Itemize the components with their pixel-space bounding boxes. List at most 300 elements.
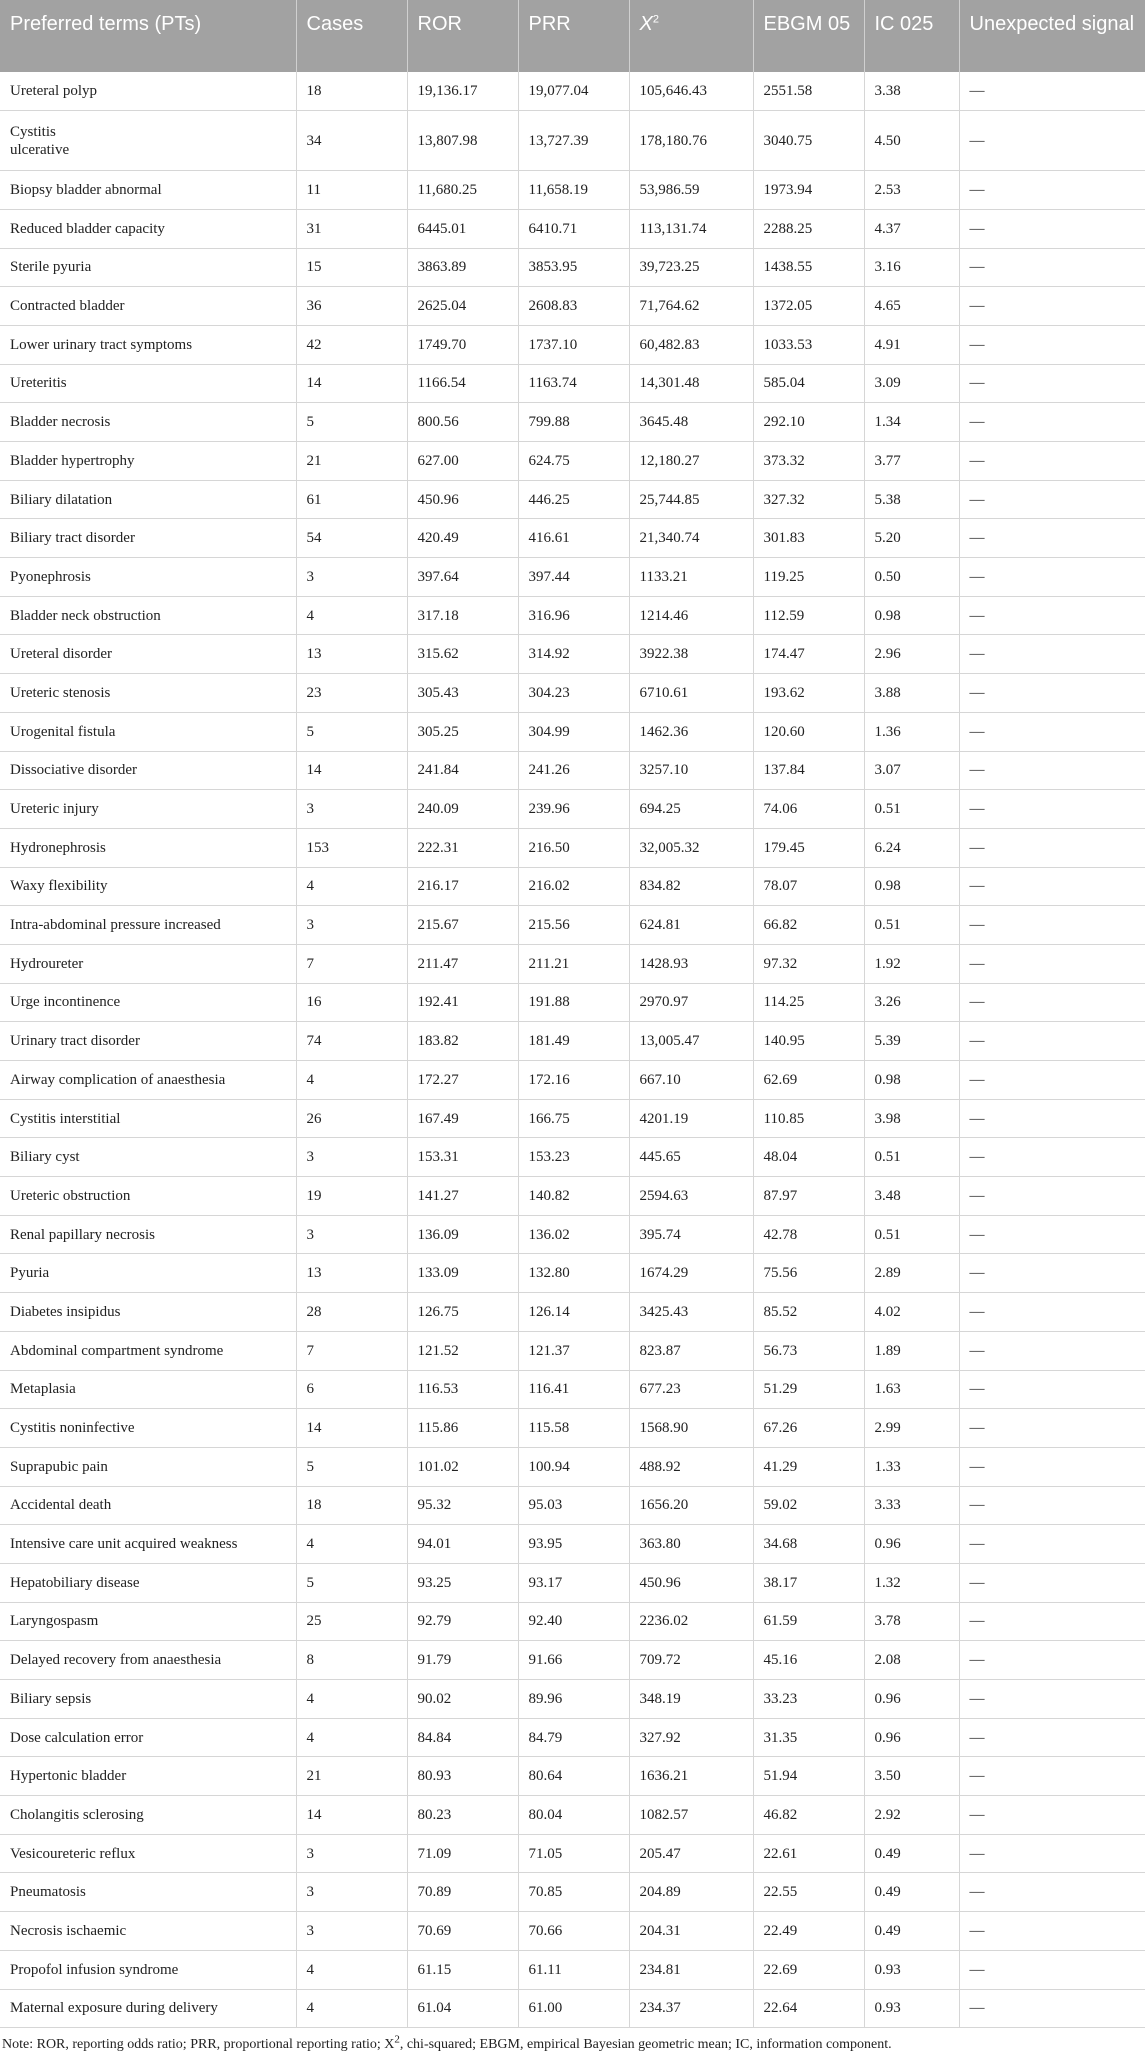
cell-cases: 21 [296, 1757, 407, 1796]
cell-ic025: 0.49 [864, 1834, 959, 1873]
cell-pt: Propofol infusion syndrome [0, 1950, 296, 1989]
cell-unexpected: — [959, 1989, 1145, 2028]
cell-cases: 14 [296, 1409, 407, 1448]
cell-pt: Cystitis ulcerative [0, 111, 296, 171]
cell-ror: 167.49 [407, 1099, 518, 1138]
table-row [0, 1022, 1145, 1061]
cell-ebgm05: 51.94 [753, 1757, 864, 1796]
cell-ror: 317.18 [407, 596, 518, 635]
table-row [0, 72, 1145, 111]
cell-cases: 18 [296, 72, 407, 111]
cell-prr: 3853.95 [518, 248, 629, 287]
cell-cases: 3 [296, 1873, 407, 1912]
cell-prr: 304.23 [518, 674, 629, 713]
cell-prr: 126.14 [518, 1293, 629, 1332]
cell-chi: 2594.63 [629, 1177, 753, 1216]
cell-ebgm05: 585.04 [753, 364, 864, 403]
cell-cases: 3 [296, 790, 407, 829]
cell-chi: 823.87 [629, 1331, 753, 1370]
cell-ebgm05: 85.52 [753, 1293, 864, 1332]
cell-ic025: 6.24 [864, 828, 959, 867]
header-chi-squared [629, 0, 753, 72]
cell-ebgm05: 140.95 [753, 1022, 864, 1061]
cell-unexpected: — [959, 1409, 1145, 1448]
cell-chi: 178,180.76 [629, 111, 753, 171]
table-row [0, 558, 1145, 597]
note-sup: 2 [394, 2033, 400, 2046]
cell-prr: 314.92 [518, 635, 629, 674]
cell-pt: Biopsy bladder abnormal [0, 171, 296, 210]
cell-ror: 241.84 [407, 751, 518, 790]
cell-prr: 316.96 [518, 596, 629, 635]
cell-ic025: 1.36 [864, 712, 959, 751]
cell-prr: 100.94 [518, 1447, 629, 1486]
cell-ebgm05: 67.26 [753, 1409, 864, 1448]
cell-chi: 204.89 [629, 1873, 753, 1912]
cell-ebgm05: 1033.53 [753, 325, 864, 364]
cell-ic025: 5.20 [864, 519, 959, 558]
cell-cases: 14 [296, 751, 407, 790]
cell-cases: 5 [296, 1563, 407, 1602]
cell-unexpected: — [959, 209, 1145, 248]
cell-ic025: 3.38 [864, 72, 959, 111]
table-row [0, 1718, 1145, 1757]
cell-prr: 191.88 [518, 983, 629, 1022]
cell-pt: Hypertonic bladder [0, 1757, 296, 1796]
cell-chi: 3645.48 [629, 403, 753, 442]
cell-cases: 18 [296, 1486, 407, 1525]
cell-pt: Ureteric obstruction [0, 1177, 296, 1216]
cell-ror: 133.09 [407, 1254, 518, 1293]
cell-unexpected: — [959, 1602, 1145, 1641]
cell-ror: 1166.54 [407, 364, 518, 403]
cell-unexpected: — [959, 287, 1145, 326]
cell-prr: 1737.10 [518, 325, 629, 364]
cell-unexpected: — [959, 1525, 1145, 1564]
cell-ic025: 3.26 [864, 983, 959, 1022]
cell-ic025: 5.38 [864, 480, 959, 519]
cell-ror: 95.32 [407, 1486, 518, 1525]
cell-chi: 327.92 [629, 1718, 753, 1757]
header-unexpected-signal: Unexpected signal [959, 0, 1145, 72]
cell-chi: 4201.19 [629, 1099, 753, 1138]
cell-unexpected: — [959, 1680, 1145, 1719]
cell-cases: 13 [296, 1254, 407, 1293]
cell-pt: Delayed recovery from anaesthesia [0, 1641, 296, 1680]
cell-unexpected: — [959, 1099, 1145, 1138]
cell-unexpected: — [959, 1912, 1145, 1951]
table-body [0, 72, 1145, 2028]
cell-prr: 70.66 [518, 1912, 629, 1951]
cell-prr: 799.88 [518, 403, 629, 442]
cell-prr: 132.80 [518, 1254, 629, 1293]
cell-chi: 1462.36 [629, 712, 753, 751]
cell-unexpected: — [959, 1022, 1145, 1061]
cell-chi: 3425.43 [629, 1293, 753, 1332]
cell-pt: Pneumatosis [0, 1873, 296, 1912]
cell-ic025: 5.39 [864, 1022, 959, 1061]
cell-cases: 7 [296, 1331, 407, 1370]
cell-ror: 192.41 [407, 983, 518, 1022]
cell-unexpected: — [959, 674, 1145, 713]
cell-ror: 627.00 [407, 442, 518, 481]
cell-pt: Biliary sepsis [0, 1680, 296, 1719]
cell-ic025: 0.50 [864, 558, 959, 597]
cell-chi: 13,005.47 [629, 1022, 753, 1061]
cell-ebgm05: 62.69 [753, 1061, 864, 1100]
cell-ebgm05: 75.56 [753, 1254, 864, 1293]
cell-ebgm05: 87.97 [753, 1177, 864, 1216]
cell-pt: Bladder necrosis [0, 403, 296, 442]
cell-prr: 624.75 [518, 442, 629, 481]
cell-pt: Lower urinary tract symptoms [0, 325, 296, 364]
cell-ror: 397.64 [407, 558, 518, 597]
cell-unexpected: — [959, 712, 1145, 751]
cell-pt: Metaplasia [0, 1370, 296, 1409]
cell-chi: 204.31 [629, 1912, 753, 1951]
cell-ic025: 3.16 [864, 248, 959, 287]
cell-cases: 74 [296, 1022, 407, 1061]
cell-chi: 1133.21 [629, 558, 753, 597]
cell-ic025: 1.89 [864, 1331, 959, 1370]
cell-unexpected: — [959, 751, 1145, 790]
cell-pt: Ureteral polyp [0, 72, 296, 111]
cell-ror: 172.27 [407, 1061, 518, 1100]
cell-ebgm05: 97.32 [753, 944, 864, 983]
cell-ror: 19,136.17 [407, 72, 518, 111]
table-row [0, 1215, 1145, 1254]
cell-ic025: 3.78 [864, 1602, 959, 1641]
cell-ebgm05: 114.25 [753, 983, 864, 1022]
cell-chi: 363.80 [629, 1525, 753, 1564]
cell-ebgm05: 301.83 [753, 519, 864, 558]
table-row [0, 1331, 1145, 1370]
cell-prr: 216.02 [518, 867, 629, 906]
cell-ror: 3863.89 [407, 248, 518, 287]
cell-ic025: 3.48 [864, 1177, 959, 1216]
cell-prr: 121.37 [518, 1331, 629, 1370]
table-row [0, 828, 1145, 867]
table-row [0, 674, 1145, 713]
cell-cases: 7 [296, 944, 407, 983]
cell-cases: 54 [296, 519, 407, 558]
cell-ebgm05: 59.02 [753, 1486, 864, 1525]
cell-ic025: 2.89 [864, 1254, 959, 1293]
cell-cases: 14 [296, 364, 407, 403]
cell-chi: 234.81 [629, 1950, 753, 1989]
cell-unexpected: — [959, 480, 1145, 519]
table-row [0, 1177, 1145, 1216]
cell-pt: Suprapubic pain [0, 1447, 296, 1486]
cell-ic025: 0.93 [864, 1950, 959, 1989]
table-row [0, 867, 1145, 906]
cell-unexpected: — [959, 1370, 1145, 1409]
cell-cases: 61 [296, 480, 407, 519]
cell-prr: 241.26 [518, 751, 629, 790]
cell-ebgm05: 56.73 [753, 1331, 864, 1370]
cell-prr: 13,727.39 [518, 111, 629, 171]
table-row [0, 1138, 1145, 1177]
cell-cases: 5 [296, 1447, 407, 1486]
cell-prr: 19,077.04 [518, 72, 629, 111]
table-row [0, 906, 1145, 945]
cell-unexpected: — [959, 1486, 1145, 1525]
cell-ic025: 0.98 [864, 596, 959, 635]
cell-ror: 61.04 [407, 1989, 518, 2028]
cell-chi: 624.81 [629, 906, 753, 945]
cell-chi: 834.82 [629, 867, 753, 906]
cell-ic025: 3.50 [864, 1757, 959, 1796]
cell-chi: 2970.97 [629, 983, 753, 1022]
cell-chi: 53,986.59 [629, 171, 753, 210]
cell-unexpected: — [959, 248, 1145, 287]
note-before: Note: ROR, reporting odds ratio; PRR, proportional reporting ratio; X [2, 2037, 395, 2053]
cell-ic025: 4.65 [864, 287, 959, 326]
cell-cases: 19 [296, 1177, 407, 1216]
table-row [0, 596, 1145, 635]
table-row [0, 442, 1145, 481]
cell-ic025: 3.09 [864, 364, 959, 403]
cell-ic025: 1.92 [864, 944, 959, 983]
cell-prr: 80.64 [518, 1757, 629, 1796]
cell-chi: 39,723.25 [629, 248, 753, 287]
cell-cases: 5 [296, 712, 407, 751]
cell-ic025: 3.07 [864, 751, 959, 790]
cell-ebgm05: 119.25 [753, 558, 864, 597]
cell-chi: 677.23 [629, 1370, 753, 1409]
cell-prr: 239.96 [518, 790, 629, 829]
table-row [0, 480, 1145, 519]
cell-prr: 80.04 [518, 1796, 629, 1835]
cell-ebgm05: 46.82 [753, 1796, 864, 1835]
cell-pt: Bladder neck obstruction [0, 596, 296, 635]
cell-cases: 3 [296, 1834, 407, 1873]
table-row [0, 209, 1145, 248]
cell-ic025: 4.37 [864, 209, 959, 248]
table-row [0, 1680, 1145, 1719]
cell-prr: 92.40 [518, 1602, 629, 1641]
cell-ebgm05: 193.62 [753, 674, 864, 713]
cell-ebgm05: 22.69 [753, 1950, 864, 1989]
cell-ror: 115.86 [407, 1409, 518, 1448]
cell-ebgm05: 22.64 [753, 1989, 864, 2028]
cell-prr: 93.17 [518, 1563, 629, 1602]
cell-unexpected: — [959, 867, 1145, 906]
cell-unexpected: — [959, 1138, 1145, 1177]
cell-prr: 61.11 [518, 1950, 629, 1989]
cell-ebgm05: 51.29 [753, 1370, 864, 1409]
cell-unexpected: — [959, 1254, 1145, 1293]
table-row [0, 1525, 1145, 1564]
cell-ror: 121.52 [407, 1331, 518, 1370]
cell-unexpected: — [959, 442, 1145, 481]
cell-ebgm05: 373.32 [753, 442, 864, 481]
cell-pt: Laryngospasm [0, 1602, 296, 1641]
table-row [0, 248, 1145, 287]
cell-ror: 305.25 [407, 712, 518, 751]
cell-pt: Abdominal compartment syndrome [0, 1331, 296, 1370]
header-preferred-terms: Preferred terms (PTs) [0, 0, 296, 72]
cell-ror: 91.79 [407, 1641, 518, 1680]
cell-ror: 101.02 [407, 1447, 518, 1486]
cell-ebgm05: 1438.55 [753, 248, 864, 287]
cell-cases: 36 [296, 287, 407, 326]
cell-cases: 5 [296, 403, 407, 442]
cell-cases: 4 [296, 1950, 407, 1989]
cell-ic025: 0.98 [864, 867, 959, 906]
cell-ic025: 0.96 [864, 1680, 959, 1719]
cell-pt: Dissociative disorder [0, 751, 296, 790]
cell-cases: 3 [296, 906, 407, 945]
cell-ebgm05: 1973.94 [753, 171, 864, 210]
cell-ror: 141.27 [407, 1177, 518, 1216]
cell-ebgm05: 22.61 [753, 1834, 864, 1873]
cell-unexpected: — [959, 519, 1145, 558]
cell-ebgm05: 137.84 [753, 751, 864, 790]
header-chi-sup: 2 [652, 13, 659, 26]
cell-chi: 1656.20 [629, 1486, 753, 1525]
cell-pt: Bladder hypertrophy [0, 442, 296, 481]
table-row [0, 171, 1145, 210]
cell-unexpected: — [959, 1834, 1145, 1873]
cell-chi: 1568.90 [629, 1409, 753, 1448]
cell-ebgm05: 112.59 [753, 596, 864, 635]
table-row [0, 1757, 1145, 1796]
cell-unexpected: — [959, 790, 1145, 829]
cell-pt: Waxy flexibility [0, 867, 296, 906]
table-row [0, 1447, 1145, 1486]
cell-chi: 450.96 [629, 1563, 753, 1602]
table-row [0, 364, 1145, 403]
cell-chi: 14,301.48 [629, 364, 753, 403]
cell-ror: 2625.04 [407, 287, 518, 326]
cell-unexpected: — [959, 1215, 1145, 1254]
cell-prr: 216.50 [518, 828, 629, 867]
cell-unexpected: — [959, 1331, 1145, 1370]
cell-ror: 116.53 [407, 1370, 518, 1409]
cell-ror: 420.49 [407, 519, 518, 558]
cell-ic025: 4.50 [864, 111, 959, 171]
cell-cases: 4 [296, 596, 407, 635]
cell-pt: Cholangitis sclerosing [0, 1796, 296, 1835]
cell-pt: Ureteric injury [0, 790, 296, 829]
cell-ebgm05: 2551.58 [753, 72, 864, 111]
cell-unexpected: — [959, 403, 1145, 442]
cell-pt: Ureteritis [0, 364, 296, 403]
table-row [0, 1293, 1145, 1332]
cell-ic025: 1.33 [864, 1447, 959, 1486]
cell-ic025: 3.33 [864, 1486, 959, 1525]
cell-cases: 3 [296, 1912, 407, 1951]
table-row [0, 1873, 1145, 1912]
cell-chi: 709.72 [629, 1641, 753, 1680]
cell-prr: 181.49 [518, 1022, 629, 1061]
cell-cases: 28 [296, 1293, 407, 1332]
cell-chi: 6710.61 [629, 674, 753, 713]
cell-cases: 4 [296, 867, 407, 906]
cell-prr: 61.00 [518, 1989, 629, 2028]
cell-unexpected: — [959, 944, 1145, 983]
cell-ror: 315.62 [407, 635, 518, 674]
cell-ror: 153.31 [407, 1138, 518, 1177]
cell-prr: 397.44 [518, 558, 629, 597]
cell-prr: 153.23 [518, 1138, 629, 1177]
cell-ebgm05: 327.32 [753, 480, 864, 519]
cell-unexpected: — [959, 1447, 1145, 1486]
cell-ic025: 0.49 [864, 1912, 959, 1951]
cell-pt: Intensive care unit acquired weakness [0, 1525, 296, 1564]
table-row [0, 1099, 1145, 1138]
cell-prr: 140.82 [518, 1177, 629, 1216]
cell-ror: 13,807.98 [407, 111, 518, 171]
note-after: , chi-squared; EBGM, empirical Bayesian geometric mean; IC, information component. [399, 2037, 892, 2053]
cell-ror: 450.96 [407, 480, 518, 519]
cell-pt: Contracted bladder [0, 287, 296, 326]
cell-pt: Hydroureter [0, 944, 296, 983]
cell-ebgm05: 38.17 [753, 1563, 864, 1602]
cell-prr: 1163.74 [518, 364, 629, 403]
cell-prr: 136.02 [518, 1215, 629, 1254]
cell-ebgm05: 34.68 [753, 1525, 864, 1564]
cell-chi: 1214.46 [629, 596, 753, 635]
cell-chi: 2236.02 [629, 1602, 753, 1641]
cell-unexpected: — [959, 72, 1145, 111]
cell-chi: 71,764.62 [629, 287, 753, 326]
table-row [0, 1602, 1145, 1641]
cell-cases: 3 [296, 1215, 407, 1254]
cell-ic025: 1.63 [864, 1370, 959, 1409]
table-row [0, 111, 1145, 171]
header-chi-base: X [639, 13, 653, 35]
cell-chi: 488.92 [629, 1447, 753, 1486]
table-row [0, 1370, 1145, 1409]
cell-ic025: 3.77 [864, 442, 959, 481]
cell-pt: Pyonephrosis [0, 558, 296, 597]
table-row [0, 1796, 1145, 1835]
cell-prr: 93.95 [518, 1525, 629, 1564]
cell-cases: 34 [296, 111, 407, 171]
cell-chi: 1428.93 [629, 944, 753, 983]
cell-ic025: 0.51 [864, 790, 959, 829]
cell-ic025: 4.91 [864, 325, 959, 364]
cell-pt: Cystitis noninfective [0, 1409, 296, 1448]
cell-chi: 25,744.85 [629, 480, 753, 519]
cell-ror: 92.79 [407, 1602, 518, 1641]
cell-chi: 234.37 [629, 1989, 753, 2028]
table-row [0, 944, 1145, 983]
cell-ror: 1749.70 [407, 325, 518, 364]
cell-unexpected: — [959, 828, 1145, 867]
header-ror: ROR [407, 0, 518, 72]
cell-ic025: 2.08 [864, 1641, 959, 1680]
cell-ebgm05: 1372.05 [753, 287, 864, 326]
cell-ror: 70.69 [407, 1912, 518, 1951]
cell-ic025: 0.49 [864, 1873, 959, 1912]
cell-unexpected: — [959, 1950, 1145, 1989]
cell-prr: 89.96 [518, 1680, 629, 1719]
cell-unexpected: — [959, 364, 1145, 403]
cell-ror: 80.93 [407, 1757, 518, 1796]
cell-pt: Necrosis ischaemic [0, 1912, 296, 1951]
cell-ror: 11,680.25 [407, 171, 518, 210]
cell-ic025: 3.98 [864, 1099, 959, 1138]
cell-pt: Reduced bladder capacity [0, 209, 296, 248]
cell-prr: 95.03 [518, 1486, 629, 1525]
cell-pt: Diabetes insipidus [0, 1293, 296, 1332]
cell-prr: 172.16 [518, 1061, 629, 1100]
cell-unexpected: — [959, 325, 1145, 364]
cell-pt: Intra-abdominal pressure increased [0, 906, 296, 945]
